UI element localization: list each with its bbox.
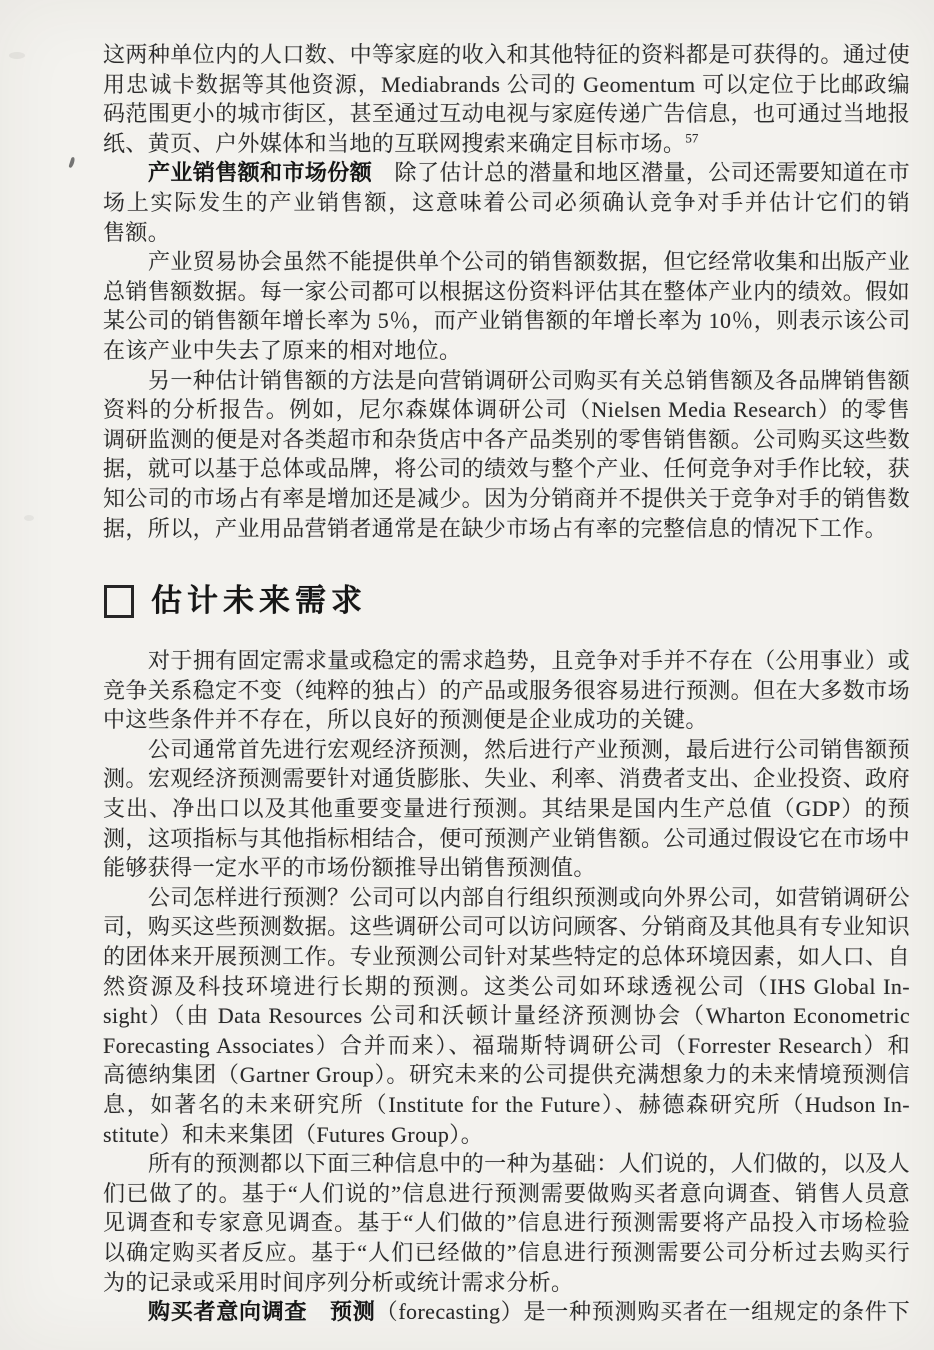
- text-run: sight）（由 Data Resources 公司和沃顿计量经济预测协会（Wharton Econometric: [103, 1003, 910, 1029]
- text-line: [103, 70, 910, 100]
- text-run: 见调查和专家意见调查。基于“人们做的”信息进行预测需要将产品投入市场检验: [103, 1210, 910, 1236]
- paragraph: [103, 366, 910, 544]
- text-run: （forecasting）是一种预测购买者在一组规定的条件下: [375, 1299, 911, 1325]
- bold-run: 预测: [330, 1299, 376, 1325]
- text-line: [103, 1179, 910, 1209]
- text-line: [103, 336, 910, 366]
- text-run: 用忠诚卡数据等其他资源，Mediabrands 公司的 Geomentum 可以定位于比邮政编: [103, 71, 910, 97]
- paragraph: [103, 247, 910, 365]
- paragraph: [103, 883, 910, 1149]
- text-run: 公司通常首先进行宏观经济预测，然后进行产业预测，最后进行公司销售额预: [148, 736, 910, 762]
- paragraph: [103, 735, 910, 883]
- text-run: 场上实际发生的产业销售额，这意味着公司必须确认竞争对手并估计它们的销: [103, 189, 910, 215]
- text-run: 对于拥有固定需求量或稳定的需求趋势，且竞争对手并不存在（公用事业）或: [148, 648, 910, 674]
- text-line: [103, 1208, 910, 1238]
- text-run: 公司怎样进行预测？公司可以内部自行组织预测或向外界公司，如营销调研公: [148, 884, 910, 910]
- text-run: 为的记录或采用时间序列分析或统计需求分析。: [103, 1269, 574, 1295]
- text-line: [103, 1149, 910, 1179]
- text-run: 据，所以，产业用品营销者通常是在缺少市场占有率的完整信息的情况下工作。: [103, 515, 888, 541]
- text-line: [103, 883, 910, 913]
- text-line: [103, 99, 910, 129]
- scan-artifact: [9, 52, 25, 59]
- text-line: [103, 425, 910, 455]
- paragraph: [103, 40, 910, 158]
- text-run: 某公司的销售额年增长率为 5％，而产业销售额的年增长率为 10％，则表示该公司: [103, 308, 911, 334]
- page-text: [103, 40, 910, 1327]
- text-run: 知公司的市场占有率是增加还是减少。因为分销商并不提供关于竞争对手的销售数: [103, 485, 910, 511]
- paragraph: [103, 646, 910, 735]
- text-line: [103, 646, 910, 676]
- text-run: 的团体来开展预测工作。专业预测公司针对某些特定的总体环境因素，如人口、自: [103, 944, 910, 970]
- text-line: [103, 1268, 910, 1298]
- text-line: [103, 1238, 910, 1268]
- text-line: [103, 853, 910, 883]
- text-run: 另一种估计销售额的方法是向营销调研公司购买有关总销售额及各品牌销售额: [148, 367, 910, 393]
- text-line: [103, 306, 910, 336]
- text-run: 所有的预测都以下面三种信息中的一种为基础：人们说的，人们做的，以及人: [148, 1151, 910, 1177]
- text-run: 测。宏观经济预测需要针对通货膨胀、失业、利率、消费者支出、企业投资、政府: [103, 766, 910, 792]
- text-line: [103, 247, 910, 277]
- paragraph: [103, 1297, 910, 1327]
- text-line: [103, 366, 910, 396]
- text-line: [103, 1060, 910, 1090]
- text-run: 能够获得一定水平的市场份额推导出销售预测值。: [103, 855, 596, 881]
- text-run: 竞争关系稳定不变（纯粹的独占）的产品或服务很容易进行预测。但在大多数市场: [103, 677, 910, 703]
- text-run: stitute）和未来集团（Futures Group）。: [103, 1121, 484, 1147]
- scan-artifact: [68, 157, 75, 169]
- text-line: [103, 277, 910, 307]
- text-run: 除了估计总的潜量和地区潜量，公司还需要知道在市: [372, 160, 910, 186]
- text-run: 纸、黄页、户外媒体和当地的互联网搜索来确定目标市场。: [103, 130, 686, 156]
- text-line: [103, 1001, 910, 1031]
- text-run: 息，如著名的未来研究所（Institute for the Future）、赫德森研究所（Hudson In-: [103, 1092, 910, 1117]
- text-line: [103, 1031, 910, 1061]
- text-run: 码范围更小的城市街区，甚至通过互动电视与家庭传递广告信息，也可通过当地报: [103, 101, 910, 127]
- paragraph: [103, 1149, 910, 1297]
- text-line: [103, 158, 910, 188]
- text-line: [103, 1120, 910, 1150]
- text-run: 们已做了的。基于“人们说的”信息进行预测需要做购买者意向调查、销售人员意: [103, 1180, 910, 1206]
- text-line: [103, 676, 910, 706]
- text-line: [103, 1297, 910, 1327]
- text-run: Forecasting Associates）合并而来）、福瑞斯特调研公司（Forrester Research）和: [103, 1032, 910, 1058]
- section-heading-text: 估计未来需求: [151, 583, 367, 619]
- text-line: [103, 972, 910, 1002]
- text-line: [103, 764, 910, 794]
- text-line: [103, 129, 910, 159]
- text-line: [103, 218, 910, 248]
- text-run: 以确定购买者反应。基于“人们已经做的”信息进行预测需要公司分析过去购买行: [103, 1239, 910, 1265]
- text-run: 司，购买这些预测数据。这些调研公司可以访问顾客、分销商及其他具有专业知识: [103, 914, 910, 940]
- footnote-ref: 57: [685, 130, 699, 146]
- text-line: [103, 794, 910, 824]
- text-line: [103, 735, 910, 765]
- text-line: [103, 395, 910, 425]
- paragraph: [103, 158, 910, 247]
- text-run: 总销售额数据。每一家公司都可以根据这份资料评估其在整体产业内的绩效。假如: [103, 278, 910, 304]
- text-line: [103, 942, 910, 972]
- section-heading: [104, 583, 910, 619]
- bold-run: 产业销售额和市场份额: [148, 160, 373, 186]
- text-line: [103, 514, 910, 544]
- text-run: 这两种单位内的人口数、中等家庭的收入和其他特征的资料都是可获得的。通过使: [103, 42, 910, 67]
- text-line: [103, 188, 910, 218]
- text-line: [103, 912, 910, 942]
- text-run: 然资源及科技环境进行长期的预测。这类公司如环球透视公司（IHS Global In-: [103, 973, 910, 999]
- scan-artifact: [24, 515, 34, 521]
- text-line: [103, 454, 910, 484]
- bold-run: 购买者意向调查: [148, 1299, 308, 1325]
- text-run: 产业贸易协会虽然不能提供单个公司的销售额数据，但它经常收集和出版产业: [148, 249, 910, 275]
- text-line: [103, 40, 910, 70]
- text-run: 支出、净出口以及其他重要变量进行预测。其结果是国内生产总值（GDP）的预: [103, 796, 910, 822]
- text-line: [103, 705, 910, 735]
- text-run: 资料的分析报告。例如，尼尔森媒体调研公司（Nielsen Media Research）的零售: [103, 397, 910, 423]
- text-run: 售额。: [103, 219, 171, 245]
- text-line: [103, 824, 910, 854]
- text-run: 高德纳集团（Gartner Group）。研究未来的公司提供充满想象力的未来情境预测信: [103, 1062, 910, 1088]
- text-run: 在该产业中失去了原来的相对地位。: [103, 337, 462, 363]
- text-run: 调研监测的便是对各类超市和杂货店中各产品类别的零售销售额。公司购买这些数: [103, 426, 910, 452]
- text-line: [103, 1090, 910, 1120]
- text-run: 测，这项指标与其他指标相结合，便可预测产业销售额。公司通过假设它在市场中: [103, 825, 910, 851]
- text-run: 中这些条件并不存在，所以良好的预测便是企业成功的关键。: [103, 707, 708, 733]
- hollow-square-icon: [104, 585, 134, 618]
- text-run: [307, 1299, 330, 1324]
- text-line: [103, 484, 910, 514]
- text-run: 据，就可以基于总体或品牌，将公司的绩效与整个产业、任何竞争对手作比较，获: [103, 456, 910, 482]
